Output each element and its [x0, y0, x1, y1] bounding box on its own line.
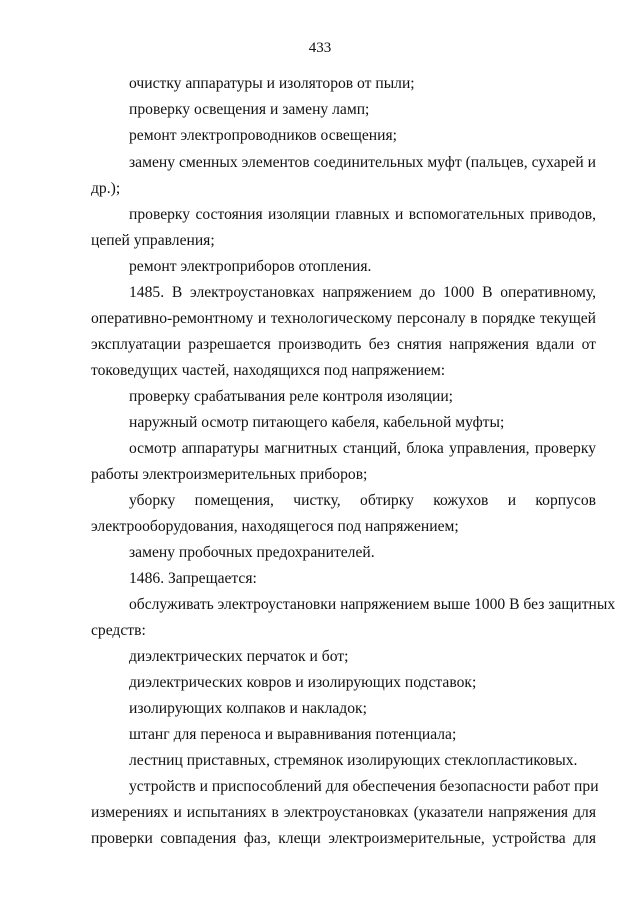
text-line: диэлектрических ковров и изолирующих подставок;: [129, 674, 477, 691]
text-line: замену сменных элементов соединительных муфт (пальцев, сухарей и: [129, 154, 596, 171]
text-line: работы электроизмерительных приборов;: [91, 466, 368, 483]
text-line: замену пробочных предохранителей.: [129, 544, 375, 561]
text-line: проверку состояния изоляции главных и вспомогательных приводов,: [129, 206, 596, 223]
text-line: обслуживать электроустановки напряжением выше 1000 В без защитных: [129, 596, 616, 613]
text-line: измерениях и испытаниях в электроустановках (указатели напряжения для: [91, 804, 596, 821]
text-line: эксплуатации разрешается производить без снятия напряжения вдали от: [91, 336, 596, 353]
text-line: устройств и приспособлений для обеспечения безопасности работ при: [129, 778, 599, 795]
text-line: 1485. В электроустановках напряжением до 1000 В оперативному,: [129, 284, 596, 301]
text-line: диэлектрических перчаток и бот;: [129, 648, 349, 665]
text-line: уборку помещения, чистку, обтирку кожухов и корпусов: [129, 492, 596, 509]
text-line: др.);: [91, 180, 121, 197]
text-line: цепей управления;: [91, 232, 215, 249]
text-line: осмотр аппаратуры магнитных станций, блока управления, проверку: [129, 440, 596, 457]
text-line: проверку освещения и замену ламп;: [129, 101, 370, 118]
text-line: 1486. Запрещается:: [129, 570, 257, 587]
text-line: наружный осмотр питающего кабеля, кабельной муфты;: [129, 414, 505, 431]
text-line: оперативно-ремонтному и технологическому персоналу в порядке текущей: [91, 310, 596, 327]
text-line: лестниц приставных, стремянок изолирующих стеклопластиковых.: [129, 752, 578, 769]
text-line: очистку аппаратуры и изоляторов от пыли;: [129, 75, 415, 92]
page-number: 433: [308, 40, 332, 56]
text-line: ремонт электроприборов отопления.: [129, 258, 372, 275]
text-line: электрооборудования, находящегося под напряжением;: [91, 518, 459, 535]
text-line: проверку срабатывания реле контроля изоляции;: [129, 388, 454, 405]
text-line: штанг для переноса и выравнивания потенциала;: [129, 726, 457, 743]
text-line: токоведущих частей, находящихся под напряжением:: [91, 362, 446, 379]
text-line: ремонт электропроводников освещения;: [129, 127, 397, 144]
text-line: средств:: [91, 622, 146, 639]
text-line: проверки совпадения фаз, клещи электроизмерительные, устройства для: [91, 830, 596, 847]
text-line: изолирующих колпаков и накладок;: [129, 700, 367, 717]
